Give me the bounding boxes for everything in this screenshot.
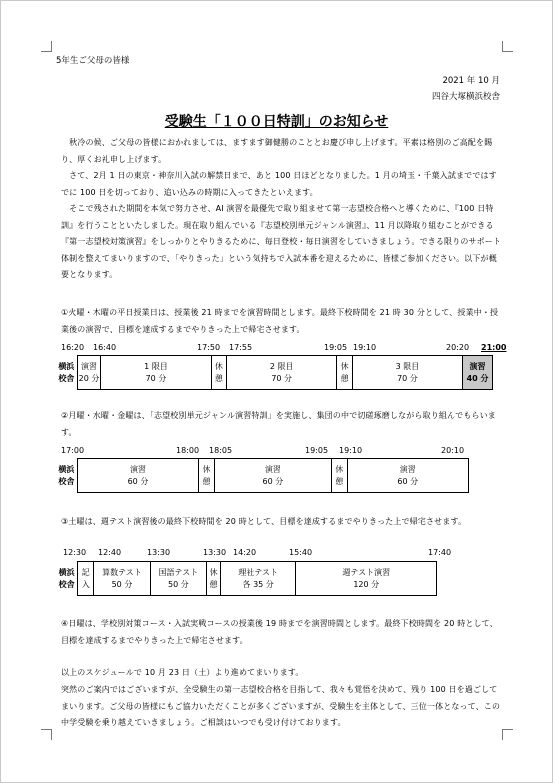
intro-paragraph-1: 秋冷の候、ご父母の皆様におかれましては、ますます御健勝のこととお慶び申し上げます。平素は格別のご高配を賜り、厚くお礼申し上げます。: [61, 138, 493, 164]
schedule-cell: 2 限目 70 分: [227, 356, 337, 390]
time: 12:30: [63, 548, 87, 557]
section-3-text: ③土曜は、週テスト演習後の最終下校時間を 20 時として、目標を達成するまでやりきった上で帰宅させます。: [61, 517, 467, 526]
time: 15:40: [289, 548, 313, 557]
time: 17:40: [428, 548, 452, 557]
time: 20:20: [446, 343, 470, 352]
crop-mark-bottom-left: [41, 729, 52, 740]
school-name: 四谷大塚横浜校舎: [431, 92, 500, 102]
date: 2021 年 10 月: [442, 76, 500, 86]
schedule-cell: 1 限目 70 分: [101, 356, 211, 390]
crop-mark-bottom-right: [502, 729, 513, 740]
time: 17:55: [229, 343, 253, 352]
time: 17:00: [61, 446, 85, 455]
time: 13:30: [147, 548, 171, 557]
schedule-table-weekday: [56, 355, 493, 390]
time: 19:10: [353, 343, 377, 352]
time: 13:30: [203, 548, 227, 557]
time: 21:00: [481, 343, 507, 352]
section-3-times: [63, 548, 503, 560]
section-2-text: ②月曜・水曜・金曜は、「志望校別単元ジャンル演習特訓」を実施し、集団の中で切磋琢磨しながら取り組んでもらいます。: [61, 411, 496, 437]
schedule-cell: 3 限目 70 分: [352, 356, 462, 390]
schedule-cell-highlight: 演習 40 分: [463, 356, 493, 390]
schedule-cell: 国語テスト 50 分: [150, 562, 206, 596]
schedule-cell: 演習 20 分: [77, 356, 101, 390]
schedule-cell: 演習 60 分: [347, 459, 468, 493]
schedule-cell: 演習 60 分: [77, 459, 198, 493]
time: 18:00: [176, 446, 200, 455]
intro-paragraph-3: そこで残された期間を本気で努力させ、AI 演習を最優先で取り組ませて第一志望校合格へと導くために、『100 日特訓』を行うことといたしました。現在取り組んでいる『志望校別単元ジャンル演習』、11 月以降取り組むことができる『第一志望校対策演習』をしっかりとやりきるために、毎日登校・毎日演習をしていきましょう。できる限りのサポート体制を整えてまいりますので、「やりきった」という気持ちで入試本番を迎えるために、皆様ご参加ください。以下が概要となります。: [61, 204, 502, 279]
campus-label: 横浜 校舎: [56, 562, 78, 596]
time: 16:40: [93, 343, 117, 352]
section-2-times: [61, 446, 503, 458]
campus-label: 横浜 校舎: [56, 459, 77, 493]
time: 17:50: [197, 343, 221, 352]
schedule-cell: 休 憩: [331, 459, 347, 493]
time: 20:10: [441, 446, 465, 455]
campus-label: 横浜 校舎: [56, 356, 77, 390]
time: 19:05: [324, 343, 348, 352]
time: 18:05: [209, 446, 233, 455]
time: 16:20: [61, 343, 85, 352]
crop-mark-top-right: [502, 41, 513, 52]
crop-mark-top-left: [41, 41, 52, 52]
section-1-text: ①火曜・木曜の平日授業日は、授業後 21 時までを演習時間とします。最終下校時間を 21 時 30 分として、授業中・授業後の演習で、目標を達成するまでやりきった上で帰宅させます。: [61, 308, 499, 334]
schedule-cell: 休 憩: [337, 356, 352, 390]
schedule-table-saturday: [56, 561, 437, 596]
intro-paragraph-2: さて、2月 1 日の東京・神奈川入試の解禁日まで、あと 100 日ほどとなりました。1 月の埼玉・千葉入試までではすでに 100 日を切っており、追い込みの時期に入ってきたといえます。: [61, 171, 497, 197]
schedule-table-mwf: [56, 458, 469, 493]
schedule-cell: 記 入: [78, 562, 94, 596]
closing-paragraph: 突然のご案内ではございますが、全受験生の第一志望校合格を目指して、我々も覚悟を決めて、残り 100 日を過ごしてまいります。ご父母の皆様にもご協力いただくことが多くございますが、受験生を主体として、三位一体となって、この中学受験を乗り越えていきましょう。ご相談はいつでも受け付けております。: [61, 685, 501, 727]
time: 14:20: [233, 548, 257, 557]
section-4-text: ④日曜は、学校別対策コース・入試実戦コースの授業後 19 時までを演習時間とします。最終下校時間を 20 時として、目標を達成するまでやりきった上で帰宅させます。: [61, 619, 498, 645]
schedule-cell: 休 憩: [211, 356, 226, 390]
time: 12:40: [98, 548, 122, 557]
schedule-cell: 休 憩: [199, 459, 215, 493]
time: 19:05: [305, 446, 329, 455]
schedule-cell: 演習 60 分: [214, 459, 331, 493]
schedule-cell: 週テスト演習 120 分: [296, 562, 437, 596]
addressee: 5年生ご父母の皆様: [56, 56, 130, 66]
section-1-times: [61, 343, 507, 355]
schedule-cell: 理社テスト 各 35 分: [220, 562, 296, 596]
schedule-cell: 算数テスト 50 分: [94, 562, 150, 596]
schedule-cell: 休 憩: [207, 562, 221, 596]
page-title: 受験生「１００日特訓」のお知らせ: [164, 114, 389, 130]
time: 19:10: [339, 446, 363, 455]
closing-line-1: 以上のスケジュールで 10 月 23 日（土）より進めてまいります。: [61, 668, 304, 677]
